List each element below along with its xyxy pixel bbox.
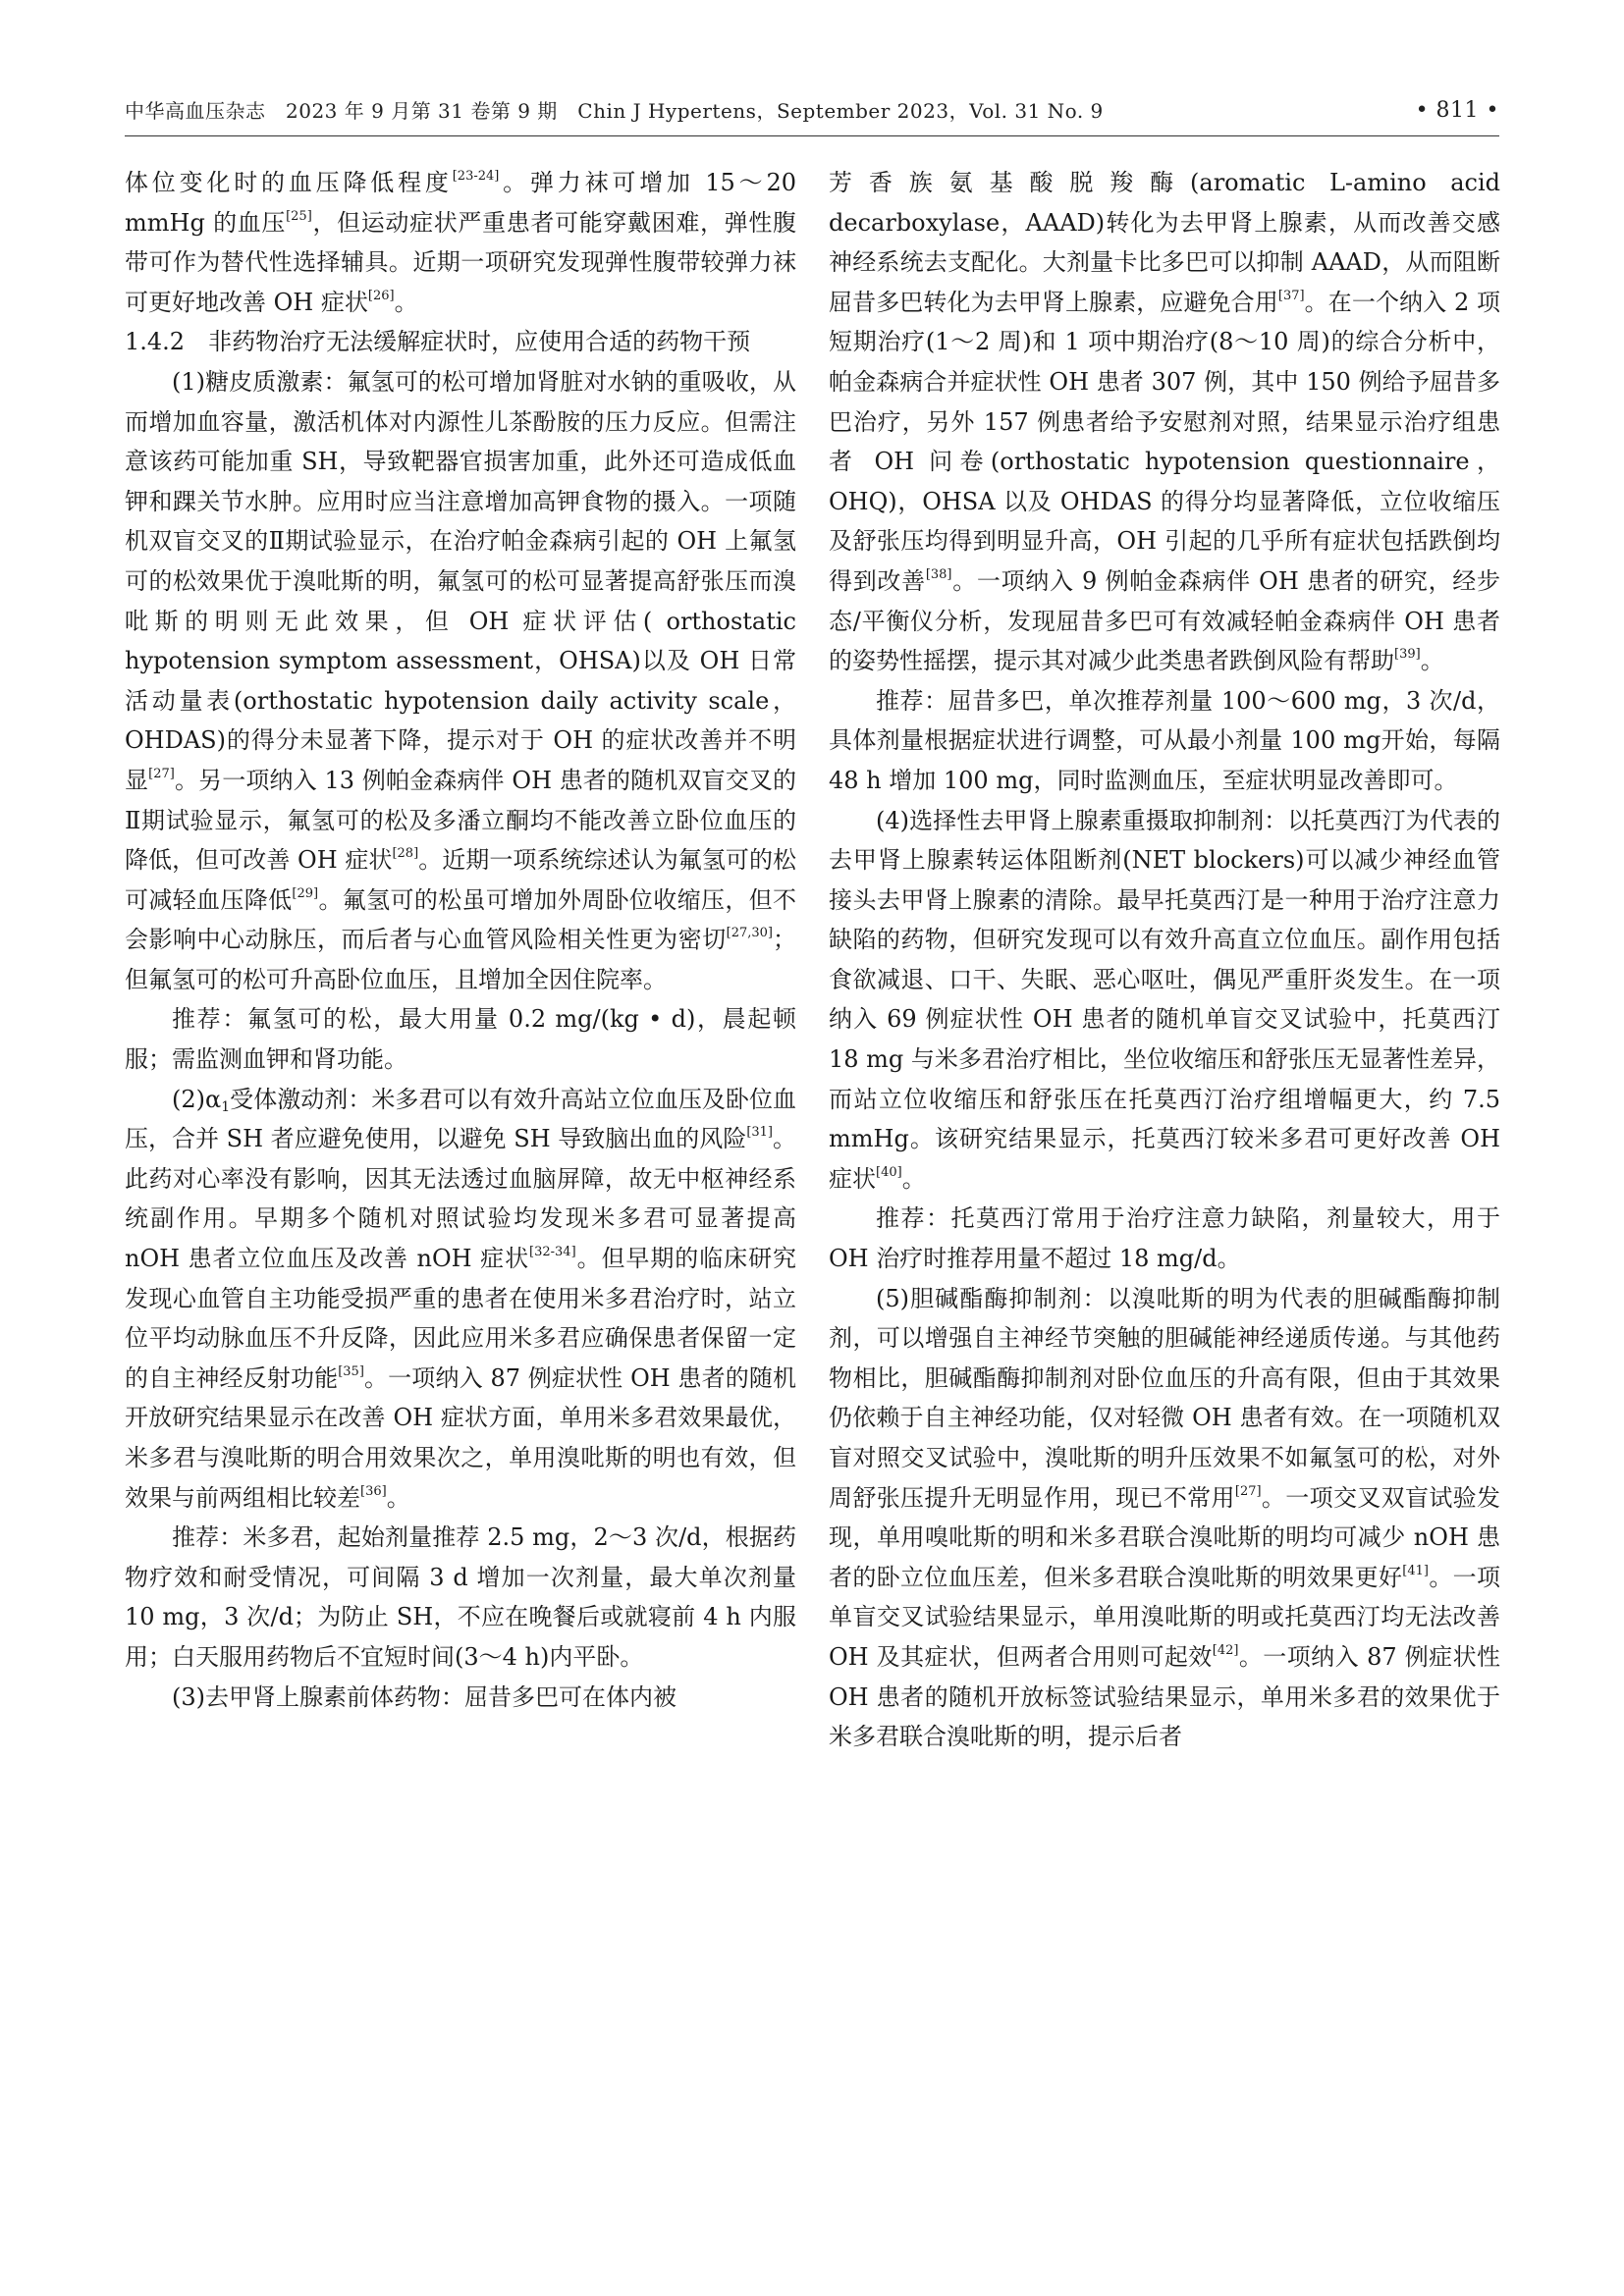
citation[interactable]: [27,30] (726, 926, 773, 941)
citation[interactable]: [40] (876, 1164, 902, 1180)
paragraph: 芳香族氨基酸脱羧酶(aromatic L-amino acid decarboxylase，AAAD)转化为去甲肾上腺素，从而改善交感神经系统去支配化。大剂量卡比多巴可以抑制 AAAD，从而阻断屈昔多巴转化为去甲肾上腺素，应避免合用[37]。在一个纳入 2 项短期治疗(1～2 周)和 1 项中期治疗(8～10 周)的综合分析中，帕金森病合并症状性 OH 患者 307 例，其中 150 例给予屈昔多巴治疗，另外 157 例患者给予安慰剂对照，结果显示治疗组患者 OH 问卷(orthostatic hypotension questionnaire，OHQ)，OHSA 以及 OHDAS 的得分均显著降低，立位收缩压及舒张压均得到明显升高，OH 引起的几乎所有症状包括跌倒均得到改善[38]。一项纳入 9 例帕金森病伴 OH 患者的研究，经步态/平衡仪分析，发现屈昔多巴可有效减轻帕金森病伴 OH 患者的姿势性摇摆，提示其对减少此类患者跌倒风险有帮助[39]。 (829, 169, 1501, 675)
citation[interactable]: [38] (925, 566, 952, 582)
paragraph: $(2)\alpha_1$受体激动剂：米多君可以有效升高站立位血压及卧位血压，合并 SH 者应避免使用，以避免 SH 导致脑出血的风险[31]。此药对心率没有影响，因其无法透过血脑屏障，故无中枢神经系统副作用。早期多个随机对照试验均发现米多君可显著提高 nOH 患者立位血压及改善 nOH 症状[32-34]。但早期的临床研究发现心血管自主功能受损严重的患者在使用米多君治疗时，站立位平均动脉血压不升反降，因此应用米多君应确保患者保留一定的自主神经反射功能[35]。一项纳入 87 例症状性 OH 患者的随机开放研究结果显示在改善 OH 症状方面，单用米多君效果最优，米多君与溴吡斯的明合用效果次之，单用溴吡斯的明也有效，但效果与前两组相比较差[36]。 (125, 1085, 797, 1512)
citation[interactable]: [29] (292, 885, 319, 901)
recommendation-paragraph: 推荐：氟氢可的松，最大用量 0.2 mg/(kg • d)，晨起顿服；需监测血钾和肾功能。 (125, 1005, 796, 1074)
citation[interactable]: [23-24] (452, 169, 500, 184)
page-number: • 811 • (1415, 98, 1499, 123)
citation[interactable]: [42] (1212, 1642, 1239, 1658)
citation[interactable]: [28] (392, 846, 419, 862)
citation[interactable]: [31] (746, 1125, 773, 1141)
running-header (125, 94, 1499, 128)
journal-citation: 中华高血压杂志 2023 年 9 月第 31 卷第 9 期 Chin J Hypertens，September 2023，Vol. 31 No. 9 (125, 99, 1104, 123)
citation[interactable]: [36] (360, 1483, 387, 1499)
paragraph: (5)胆碱酯酶抑制剂：以溴吡斯的明为代表的胆碱酯酶抑制剂，可以增强自主神经节突触的胆碱能神经递质传递。与其他药物相比，胆碱酯酶抑制剂对卧位血压的升高有限，但由于其效果仍依赖于自主神经功能，仅对轻微 OH 患者有效。在一项随机双盲对照交叉试验中，溴吡斯的明升压效果不如氟氢可的松，对外周舒张压提升无明显作用，现已不常用[27]。一项交叉双盲试验发现，单用嗅吡斯的明和米多君联合溴吡斯的明均可减少 nOH 患者的卧立位血压差，但米多君联合溴吡斯的明效果更好[41]。一项单盲交叉试验结果显示，单用溴吡斯的明或托莫西汀均无法改善 OH 及其症状，但两者合用则可起效[42]。一项纳入 87 例症状性 OH 患者的随机开放标签试验结果显示，单用米多君的效果优于米多君联合溴吡斯的明，提示后者 (829, 1284, 1501, 1751)
citation[interactable]: [37] (1277, 288, 1305, 303)
right-column (829, 163, 1500, 1757)
left-column (125, 163, 796, 1717)
recommendation-paragraph: 推荐：米多君，起始剂量推荐 2.5 mg，2～3 次/d，根据药物疗效和耐受情况，可间隔 3 d 增加一次剂量，最大单次剂量 10 mg，3 次/d；为防止 SH，不应在晚餐后或就寝前 4 h 内服用；白天服用药物后不宜短时间(3～4 h)内平卧。 (125, 1523, 796, 1671)
paragraph: (1)糖皮质激素：氟氢可的松可增加肾脏对水钠的重吸收，从而增加血容量，激活机体对内源性儿茶酚胺的压力反应。但需注意该药可能加重 SH，导致靶器官损害加重，此外还可造成低血钾和踝关节水肿。应用时应当注意增加高钾食物的摄入。一项随机双盲交叉的Ⅱ期试验显示，在治疗帕金森病引起的 OH 上氟氢可的松效果优于溴吡斯的明，氟氢可的松可显著提高舒张压而溴吡斯的明则无此效果，但 OH 症状评估( orthostatic hypotension symptom assessment，OHSA)以及 OH 日常活动量表(orthostatic hypotension daily activity scale，OHDAS)的得分未显著下降，提示对于 OH 的症状改善并不明显[27]。另一项纳入 13 例帕金森病伴 OH 患者的随机双盲交叉的Ⅱ期试验显示，氟氢可的松及多潘立酮均不能改善立卧位血压的降低，但可改善 OH 症状[28]。近期一项系统综述认为氟氢可的松可减轻血压降低[29]。氟氢可的松虽可增加外周卧位收缩压，但不会影响中心动脉压，而后者与心血管风险相关性更为密切[27,30]；但氟氢可的松可升高卧位血压，且增加全因住院率。 (125, 367, 797, 993)
header-rule (125, 135, 1499, 136)
citation[interactable]: [39] (1394, 647, 1421, 663)
paragraph: (3)去甲肾上腺素前体药物：屈昔多巴可在体内被 (172, 1682, 677, 1711)
citation[interactable]: [26] (367, 288, 395, 303)
section-heading: 1.4.2 非药物治疗无法缓解症状时，应使用合适的药物干预 (125, 328, 751, 356)
recommendation-paragraph: 推荐：屈昔多巴，单次推荐剂量 100～600 mg，3 次/d，具体剂量根据症状进行调整，可从最小剂量 100 mg开始，每隔 48 h 增加 100 mg，同时监测血压，至症状明显改善即可。 (829, 686, 1500, 794)
citation[interactable]: [32-34] (529, 1245, 576, 1260)
citation[interactable]: [35] (338, 1363, 364, 1379)
citation[interactable]: [25] (286, 208, 312, 224)
citation[interactable]: [27] (148, 766, 175, 781)
paragraph: (4)选择性去甲肾上腺素重摄取抑制剂：以托莫西汀为代表的去甲肾上腺素转运体阻断剂(NET blockers)可以减少神经血管接头去甲肾上腺素的清除。最早托莫西汀是一种用于治疗注意力缺陷的药物，但研究发现可以有效升高直立位血压。副作用包括食欲减退、口干、失眠、恶心呕吐，偶见严重肝炎发生。在一项纳入 69 例症状性 OH 患者的随机单盲交叉试验中，托莫西汀 18 mg 与米多君治疗相比，坐位收缩压和舒张压无显著性差异，而站立位收缩压和舒张压在托莫西汀治疗组增幅更大，约 7.5 mmHg。该研究结果显示，托莫西汀较米多君可更好改善 OH 症状[40]。 (829, 806, 1500, 1193)
recommendation-paragraph: 推荐：托莫西汀常用于治疗注意力缺陷，剂量较大，用于 OH 治疗时推荐用量不超过 18 mg/d。 (829, 1204, 1500, 1273)
citation[interactable]: [27] (1234, 1483, 1262, 1499)
paragraph: 体位变化时的血压降低程度[23-24]。弹力袜可增加 15～20 mmHg 的血压[25]，但运动症状严重患者可能穿戴困难，弹性腹带可作为替代性选择辅具。近期一项研究发现弹性腹带较弹力袜可更好地改善 OH 症状[26]。 (125, 169, 797, 316)
citation[interactable]: [41] (1402, 1563, 1429, 1578)
